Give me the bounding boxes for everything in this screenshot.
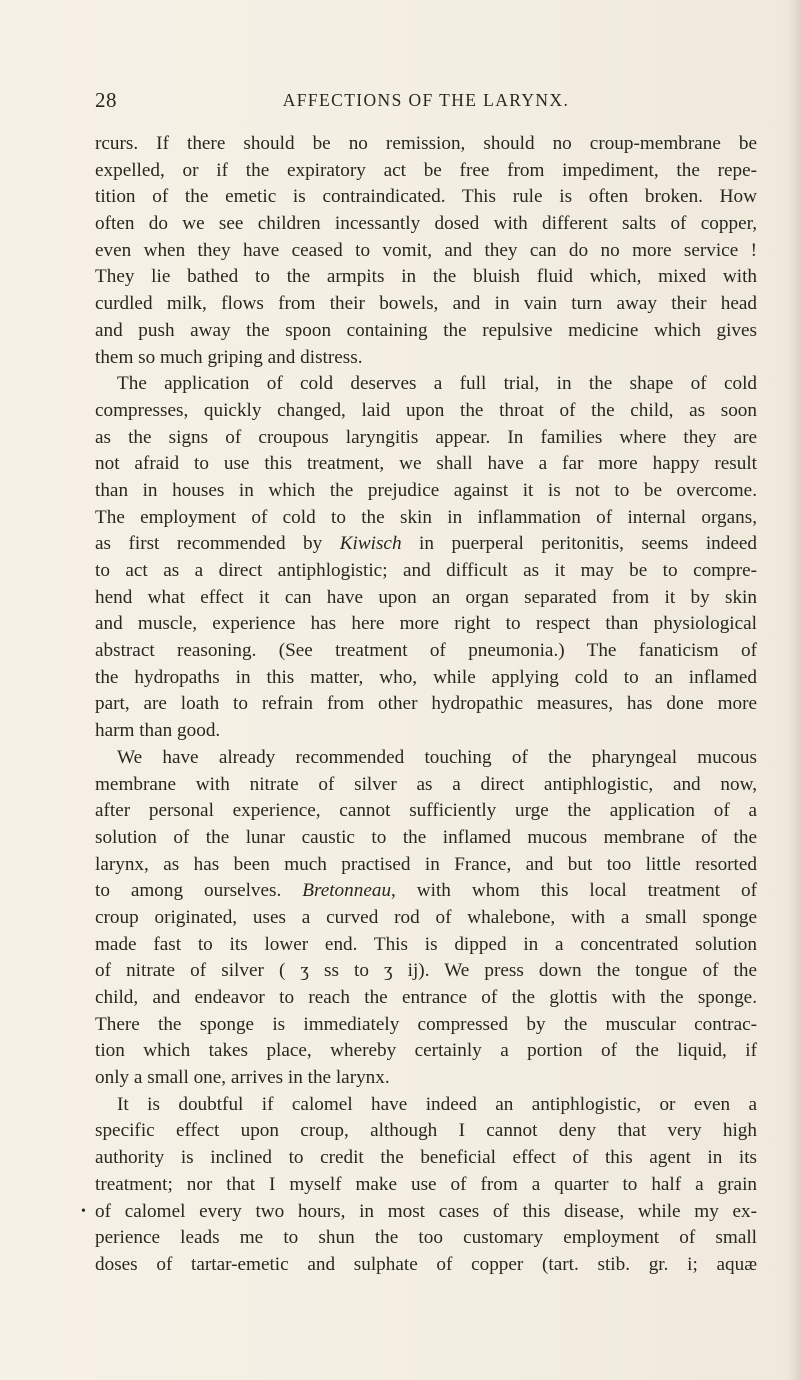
page-number: 28: [95, 88, 117, 112]
line-text: as first recommended by: [95, 533, 340, 555]
margin-mark: •: [81, 1203, 86, 1219]
text-line: membrane with nitrate of silver as a direct antiphlogistic, and now,: [95, 773, 757, 795]
text-line: the hydropaths in this matter, who, while applying cold to an inflamed: [95, 666, 757, 688]
text-line: The employment of cold to the skin in inflammation of internal organs,: [95, 506, 757, 528]
text-line: expelled, or if the expiratory act be free from impediment, the repe-: [95, 159, 757, 181]
text-line: of nitrate of silver ( ʒ ss to ʒ ij). We press down the tongue of the: [95, 960, 757, 982]
text-line: doses of tartar-emetic and sulphate of copper (tart. stib. gr. i; aquæ: [95, 1253, 757, 1275]
text-line: hend what effect it can have upon an organ separated from it by skin: [95, 586, 757, 608]
text-line: even when they have ceased to vomit, and they can do no more service !: [95, 239, 757, 261]
line-text: , with whom this local treatment of: [391, 880, 757, 902]
text-line: child, and endeavor to reach the entrance of the glottis with the sponge.: [95, 987, 757, 1008]
text-line: to act as a direct antiphlogistic; and difficult as it may be to compre-: [95, 560, 757, 581]
text-line: and muscle, experience has here more right to respect than physiological: [95, 613, 757, 635]
text-line: than in houses in which the prejudice against it is not to be overcome.: [95, 479, 757, 501]
line-text: to among ourselves.: [95, 880, 303, 902]
text-line: curdled milk, flows from their bowels, and in vain turn away their head: [95, 293, 757, 315]
text-line: tition of the emetic is contraindicated. This rule is often broken. How: [95, 186, 757, 208]
page-edge-shadow: [787, 0, 801, 1380]
text-line: only a small one, arrives in the larynx.: [95, 1067, 390, 1089]
text-line: larynx, as has been much practised in France, and but too little resorted: [95, 853, 757, 875]
text-line: harm than good.: [95, 720, 221, 742]
text-line: not afraid to use this treatment, we shall have a far more happy result: [95, 453, 757, 475]
text-line: tion which takes place, whereby certainly a portion of the liquid, if: [95, 1040, 757, 1062]
text-line: them so much griping and distress.: [95, 346, 363, 368]
text-line: It is doubtful if calomel have indeed an antiphlogistic, or even a: [117, 1093, 757, 1115]
text-line: specific effect upon croup, although I cannot deny that very high: [95, 1120, 757, 1142]
author-name: Bretonneau: [302, 880, 392, 902]
text-line: There the sponge is immediately compressed by the muscular contrac-: [95, 1013, 757, 1035]
text-line-with-author: [95, 878, 757, 905]
text-line: croup originated, uses a curved rod of whalebone, with a small sponge: [95, 906, 757, 928]
text-line: made fast to its lower end. This is dipped in a concentrated solution: [95, 933, 757, 955]
text-line: authority is inclined to credit the beneficial effect of this agent in its: [95, 1147, 757, 1169]
text-line: abstract reasoning. (See treatment of pneumonia.) The fanaticism of: [95, 640, 757, 662]
text-line: as the signs of croupous laryngitis appear. In families where they are: [95, 426, 757, 448]
running-title: AFFECTIONS OF THE LARYNX.: [282, 90, 570, 110]
text-line: after personal experience, cannot sufficiently urge the application of a: [95, 800, 757, 822]
text-line: rcurs. If there should be no remission, should no croup-membrane be: [95, 133, 757, 154]
page-header: [95, 88, 757, 118]
text-line: We have already recommended touching of the pharyngeal mucous: [117, 746, 757, 768]
line-text: of calomel every two hours, in most cases of this disease, while my ex-: [95, 1200, 757, 1222]
text-line: often do we see children incessantly dosed with different salts of copper,: [95, 213, 757, 235]
text-line: and push away the spoon containing the repulsive medicine which gives: [95, 319, 757, 341]
text-line-with-author: [95, 531, 757, 558]
text-line: The application of cold deserves a full trial, in the shape of cold: [117, 373, 757, 395]
text-line-marked: [81, 1199, 757, 1226]
line-text: in puerperal peritonitis, seems indeed: [401, 533, 757, 555]
text-line: They lie bathed to the armpits in the bluish fluid which, mixed with: [95, 266, 757, 288]
text-line: solution of the lunar caustic to the inflamed mucous membrane of the: [95, 826, 757, 848]
text-line: treatment; nor that I myself make use of from a quarter to half a grain: [95, 1173, 757, 1195]
body-text: [81, 131, 757, 1279]
text-line: part, are loath to refrain from other hydropathic measures, has done more: [95, 693, 757, 715]
text-line: perience leads me to shun the too customary employment of small: [95, 1227, 757, 1249]
text-line: compresses, quickly changed, laid upon the throat of the child, as soon: [95, 399, 757, 421]
author-name: Kiwisch: [339, 533, 402, 555]
